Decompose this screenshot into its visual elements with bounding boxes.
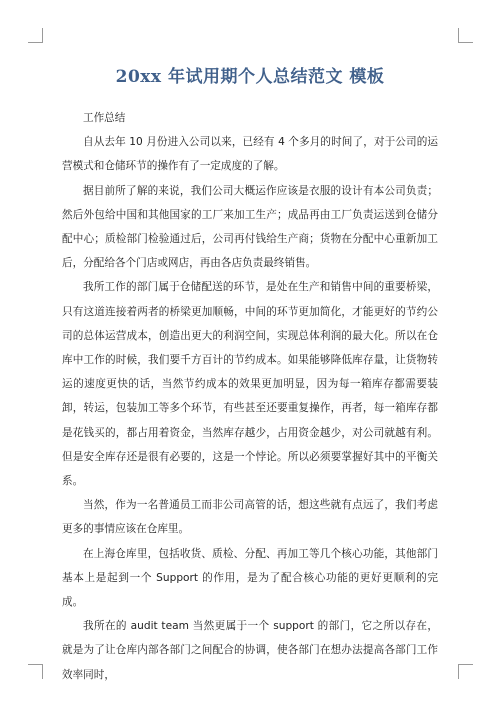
paragraph: 当然，作为一名普通员工而非公司高管的话，想这些就有点远了，我们考虑更多的事情应该在仓库里。 (62, 499, 438, 536)
paragraph: 在上海仓库里，包括收货、质检、分配、再加工等几个核心功能，其他部门基本上是起到一个 Support 的作用，是为了配合核心功能的更好更顺利的完成。 (62, 547, 438, 609)
crop-mark-bottom-right (458, 664, 473, 679)
paragraph: 我所在的 audit team 当然更属于一个 support 的部门，它之所以存在，就是为了让仓库内部各部门之间配合的协调，使各部门在想办法提高各部门工作效率同时， (62, 620, 438, 681)
paragraph: 据目前所了解的来说，我们公司大概运作应该是衣服的设计有本公司负责；然后外包给中国和其他国家的工厂来加工生产；成品再由工厂负责运送到仓储分配中心；质检部门检验通过后，公司再付钱给生产商；货物在分配中心重新加工后，分配给各个门店或网店，再由各店负责最终销售。 (62, 184, 438, 270)
document-body (62, 106, 438, 687)
crop-mark-top-left (28, 28, 43, 43)
document-title: 20xx 年试用期个人总结范文 模板 (115, 67, 385, 87)
section-heading: 工作总结 (83, 112, 126, 124)
crop-mark-bottom-left (28, 664, 43, 679)
paragraph: 自从去年 10 月份进入公司以来，已经有 4 个多月的时间了，对于公司的运营模式和仓储环节的操作有了一定成度的了解。 (62, 136, 438, 173)
paragraph: 我所工作的部门属于仓储配送的环节，是处在生产和销售中间的重要桥梁，只有这道连接着两者的桥梁更加顺畅，中间的环节更加简化，才能更好的节约公司的总体运营成本，创造出更大的利润空间，实现总体利润的最大化。所以在仓库中工作的时候，我们要千方百计的节约成本。如果能够降低库存量，让货物转运的速度更快的话，当然节约成本的效果更加明显，因为每一箱库存都需要装卸，转运，包装加工等多个环节，有些甚至还要重复操作，再者，每一箱库存都是花钱买的，都占用着资金，当然库存越少，占用资金越少，对公司就越有利。但是安全库存还是很有必要的，这是一个悖论。所以必须要掌握好其中的平衡关系。 (62, 281, 438, 488)
crop-mark-top-right (458, 28, 473, 43)
